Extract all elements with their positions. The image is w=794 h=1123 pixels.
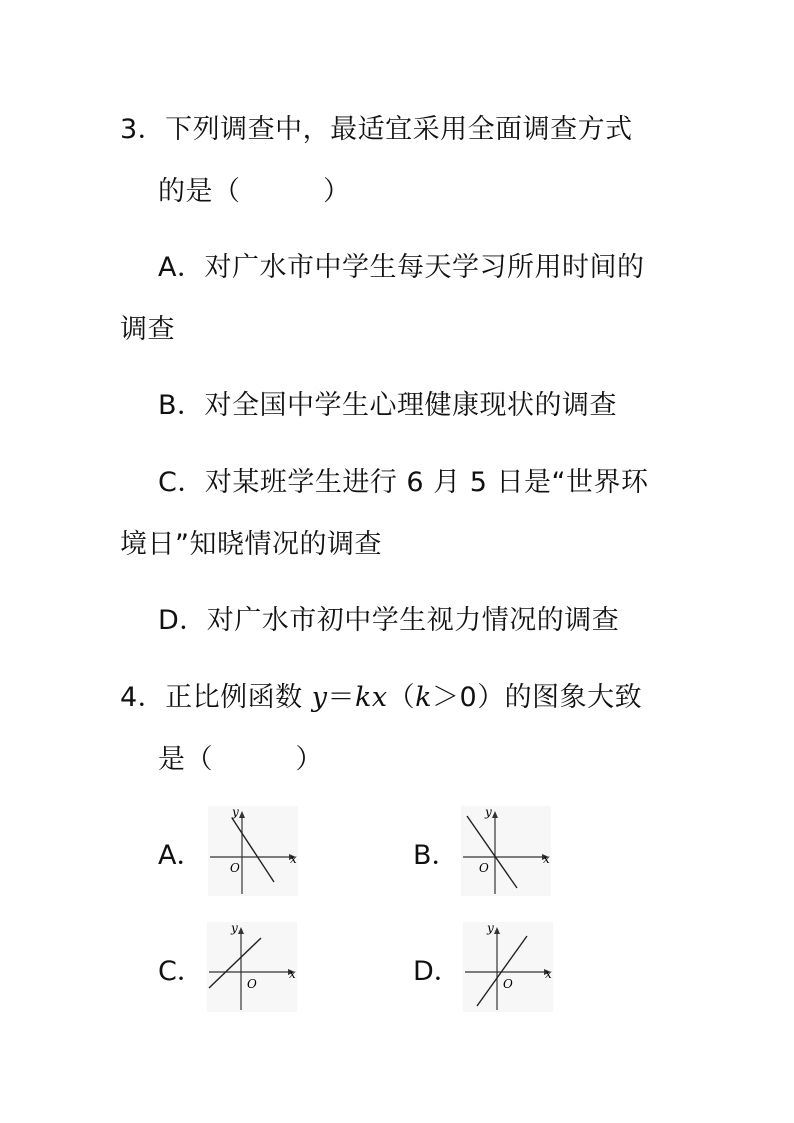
q4-suffix: ）的图象大致	[477, 682, 643, 713]
y-axis-arrow	[492, 811, 498, 818]
q4-option-c-graph[interactable]	[207, 922, 297, 1012]
graph-line	[467, 816, 517, 888]
origin-label: O	[479, 861, 489, 875]
q3-stem-line1: 3．下列调查中，最适宜采用全面调查方式	[120, 114, 633, 145]
q3-option-c-line1: C．对某班学生进行 6 月 5 日是“世界环	[158, 467, 649, 498]
graph-a-svg	[208, 806, 298, 896]
graph-b-svg	[461, 806, 551, 896]
q4-option-a-label[interactable]: A．	[158, 840, 204, 871]
q4-condition: ＞0	[432, 682, 478, 713]
q4-option-b-graph[interactable]	[461, 806, 551, 896]
q4-option-b-label[interactable]: B．	[413, 840, 459, 871]
q4-equals: ＝	[327, 682, 356, 713]
graph-c-svg	[207, 922, 297, 1012]
origin-label: O	[230, 861, 240, 875]
q4-k-var: k	[415, 682, 432, 713]
q3-option-a-line1: A．对广水市中学生每天学习所用时间的	[158, 252, 645, 283]
origin-label: O	[247, 977, 257, 991]
q3-stem-line2: 的是（ ）	[158, 176, 351, 207]
q4-option-d-graph[interactable]	[463, 922, 553, 1012]
q3-option-a-line2: 调查	[120, 314, 175, 345]
q4-kx-var: kx	[355, 682, 388, 713]
q4-y-var: y	[311, 682, 328, 713]
graph-d-svg	[463, 922, 553, 1012]
y-axis-arrow	[239, 811, 245, 818]
y-axis-label: y	[485, 806, 492, 819]
q4-option-d-label[interactable]: D．	[413, 956, 461, 987]
y-axis-label: y	[487, 922, 494, 935]
q4-stem-line2: 是（ ）	[158, 744, 323, 775]
y-axis-label: y	[231, 922, 238, 935]
q4-stem-line1	[120, 680, 642, 716]
q3-option-c-line2: 境日”知晓情况的调查	[120, 529, 382, 560]
x-axis-label: x	[290, 852, 297, 866]
y-axis-arrow	[238, 927, 244, 934]
q4-option-a-graph[interactable]	[208, 806, 298, 896]
q3-option-b: B．对全国中学生心理健康现状的调查	[158, 390, 618, 421]
q4-prefix: 4．正比例函数	[120, 682, 312, 713]
graph-line	[477, 936, 527, 1006]
y-axis-arrow	[494, 927, 500, 934]
q4-option-c-label[interactable]: C．	[158, 956, 204, 987]
y-axis-label: y	[232, 806, 239, 819]
origin-label: O	[503, 977, 513, 991]
x-axis-label: x	[545, 967, 552, 981]
x-axis-label: x	[289, 967, 296, 981]
x-axis-label: x	[543, 852, 550, 866]
q3-option-d: D．对广水市初中学生视力情况的调查	[158, 605, 620, 636]
q4-paren-open: （	[387, 682, 416, 713]
